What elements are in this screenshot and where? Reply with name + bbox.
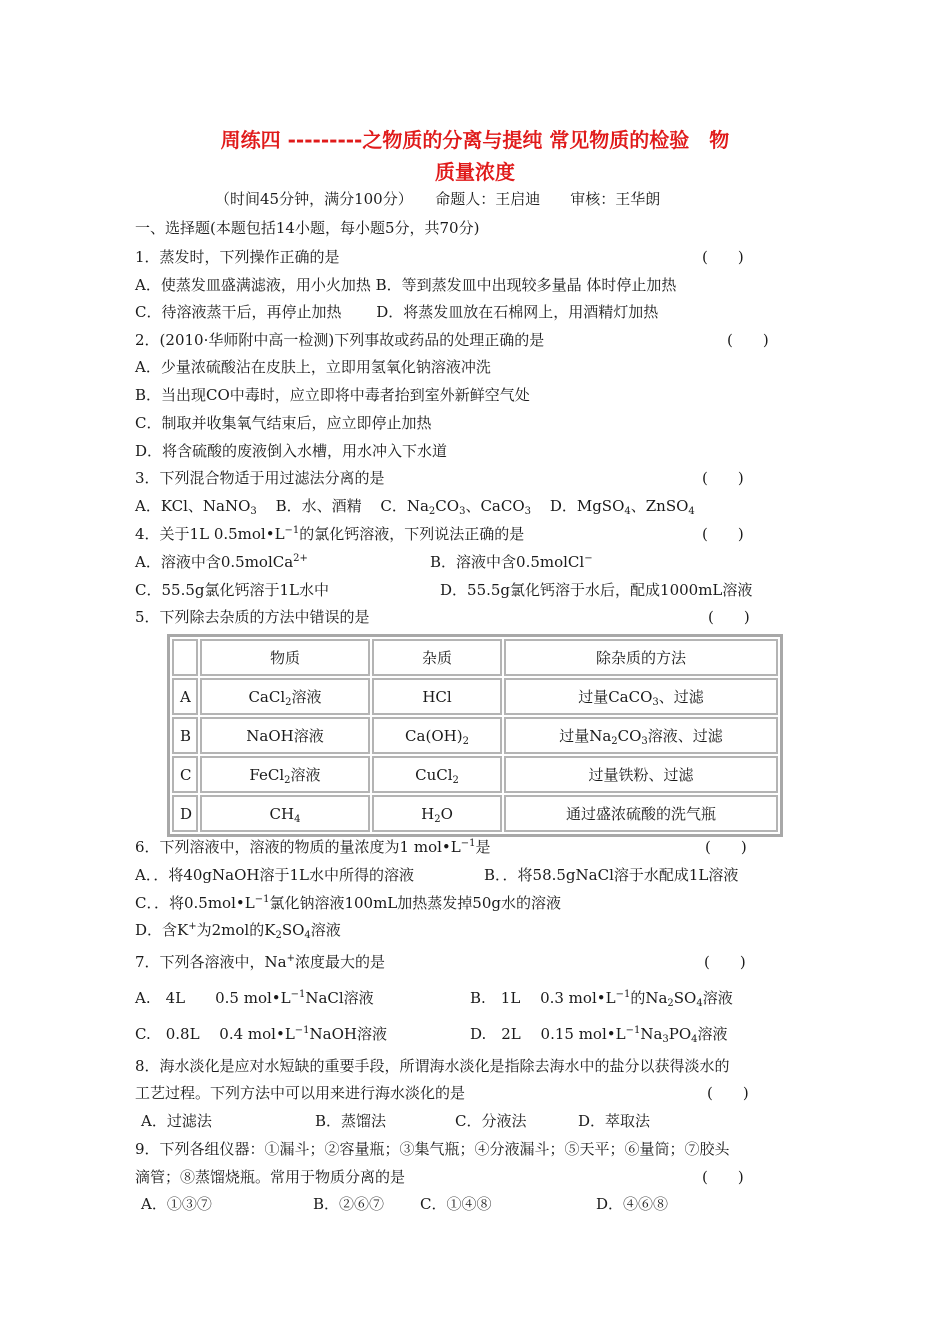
impurity: H (421, 804, 435, 823)
option-d-part: 溶液 (697, 1025, 728, 1043)
substance-cell (200, 756, 370, 793)
subscript: 2 (275, 930, 282, 941)
impurity-removal-table (167, 634, 783, 837)
option-b: B．水、酒精 (275, 497, 362, 515)
question-7-stem (135, 952, 385, 972)
method-tail: 、过滤 (658, 688, 704, 706)
impurity-cell (372, 756, 502, 793)
answer-paren: ( ) (707, 1084, 749, 1102)
substance: CaCl (248, 688, 286, 706)
question-2-stem: 2．(2010·华师附中高一检测)下列事故或药品的处理正确的是 (135, 331, 545, 349)
option-b: B. 1L 0.3 mol•L (470, 989, 616, 1007)
question-4-stem (135, 524, 524, 544)
question-1-stem: 1．蒸发时，下列操作正确的是 (135, 248, 340, 266)
superscript: + (286, 953, 296, 964)
method-cell (504, 678, 778, 715)
method: 过量CaCO (578, 688, 653, 706)
answer-paren: ( ) (708, 608, 750, 626)
answer-paren: ( ) (702, 248, 744, 266)
superscript: −1 (284, 525, 300, 536)
option-d-part: 溶液 (310, 921, 341, 939)
table-row (172, 756, 778, 793)
question-6-option-b: B．．将58.5gNaCl溶于水配成1L溶液 (484, 866, 739, 884)
superscript: −1 (254, 894, 270, 905)
method-part: CO (617, 727, 642, 745)
row-label: A (172, 678, 198, 715)
impurity-cell (372, 717, 502, 754)
subscript: 2 (667, 998, 674, 1009)
question-8-option-c: C．分液法 (455, 1112, 527, 1130)
option-c: C．Na (380, 497, 429, 515)
subscript: 4 (691, 1034, 698, 1045)
question-4-option-c: C．55.5g氯化钙溶于1L水中 (135, 581, 329, 599)
subscript: 3 (250, 506, 257, 517)
superscript: −1 (290, 989, 306, 1000)
option-a: A．KCl、NaNO (135, 497, 251, 515)
superscript: − (584, 553, 593, 564)
question-6-stem (135, 837, 490, 857)
option-a: A. 4L 0.5 mol•L (135, 989, 291, 1007)
question-3-stem: 3．下列混合物适于用过滤法分离的是 (135, 469, 385, 487)
subscript: 3 (652, 697, 659, 708)
superscript: −1 (625, 1025, 641, 1036)
option-b-part: 的Na (630, 989, 668, 1007)
substance-tail: 溶液 (291, 688, 322, 706)
method: 过量Na (559, 727, 612, 745)
question-1-options-ab: A．使蒸发皿盛满滤液，用小火加热 B．等到蒸发皿中出现较多量晶 体时停止加热 (135, 276, 677, 294)
question-4-option-d: D．55.5g氯化钙溶于水后，配成1000mL溶液 (440, 581, 753, 599)
subscript: 2 (285, 697, 292, 708)
table-header-cell (172, 639, 198, 676)
question-9-stem-line2: 滴管；⑧蒸馏烧瓶。常用于物质分离的是 (135, 1168, 406, 1186)
stem-part: 浓度最大的是 (295, 953, 386, 971)
table-row (172, 717, 778, 754)
stem-part: 4．关于1L 0.5mol•L (135, 525, 285, 543)
option-d-part: Na (640, 1025, 663, 1043)
question-1-options-cd: C．待溶液蒸干后，再停止加热 D．将蒸发皿放在石棉网上，用酒精灯加热 (135, 303, 659, 321)
subscript: 2 (462, 735, 469, 747)
question-9-option-b: B．②⑥⑦ (313, 1195, 385, 1213)
question-7-option-d (470, 1024, 728, 1044)
stem-part: 的氯化钙溶液，下列说法正确的是 (299, 525, 525, 543)
method-cell: 通过盛浓硫酸的洗气瓶 (504, 795, 778, 832)
subscript: 2 (284, 775, 291, 786)
option-c-part: NaOH溶液 (309, 1025, 387, 1043)
worksheet-title-line1: 周练四 ---------之物质的分离与提纯 常见物质的检验 物 (220, 128, 730, 152)
method-cell: 过量铁粉、过滤 (504, 756, 778, 793)
superscript: −1 (615, 989, 631, 1000)
impurity-tail: O (440, 804, 453, 823)
question-6-option-d (135, 920, 341, 940)
option-c-part: 氯化钠溶液100mL加热蒸发掉50g水的溶液 (269, 894, 561, 912)
option-d-part: PO (668, 1025, 692, 1043)
table-header-cell: 除杂质的方法 (504, 639, 778, 676)
stem-part: 是 (475, 838, 491, 856)
option-c-part: 、CaCO (465, 497, 525, 515)
option-c: C. 0.8L 0.4 mol•L (135, 1025, 295, 1043)
subscript: 2 (452, 774, 459, 786)
question-9-option-d: D．④⑥⑧ (596, 1195, 669, 1213)
answer-paren: ( ) (704, 953, 746, 971)
section-heading: 一、选择题(本题包括14小题，每小题5分，共70分) (135, 219, 480, 237)
question-7-option-b (470, 988, 733, 1008)
substance-cell (200, 795, 370, 832)
option-d-part: SO (281, 921, 305, 939)
option-b-part: SO (673, 989, 697, 1007)
subscript: 4 (688, 506, 695, 517)
option-a-part: NaCl溶液 (305, 989, 374, 1007)
answer-paren: ( ) (727, 331, 769, 349)
question-9-stem-line1: 9．下列各组仪器：①漏斗；②容量瓶；③集气瓶；④分液漏斗；⑤天平；⑥量筒；⑦胶头 (135, 1140, 730, 1158)
stem-part: 6．下列溶液中，溶液的物质的量浓度为1 mol•L (135, 838, 461, 856)
impurity: Ca(OH) (405, 726, 463, 745)
option-c: C．．将0.5mol•L (135, 894, 255, 912)
question-8-option-b: B．蒸馏法 (315, 1112, 387, 1130)
option-d: D．含K (135, 921, 189, 939)
subscript: 4 (624, 506, 631, 517)
stem-part: 7．下列各溶液中，Na (135, 953, 287, 971)
subscript: 4 (696, 998, 703, 1009)
question-8-stem-line1: 8．海水淡化是应对水短缺的重要手段，所谓海水淡化是指除去海水中的盐分以获得淡水的 (135, 1057, 730, 1075)
superscript: 2+ (293, 553, 308, 564)
superscript: −1 (460, 838, 476, 849)
question-7-option-a (135, 988, 374, 1008)
question-8-option-a: A．过滤法 (141, 1112, 212, 1130)
question-4-option-b (430, 552, 593, 572)
substance-tail: 溶液 (290, 766, 321, 784)
question-2-option-a: A．少量浓硫酸沾在皮肤上，立即用氢氧化钠溶液冲洗 (135, 358, 491, 376)
impurity-cell: HCl (372, 678, 502, 715)
table-row (172, 678, 778, 715)
table-header-cell: 杂质 (372, 639, 502, 676)
option-b: B．溶液中含0.5molCl (430, 553, 585, 571)
row-label: B (172, 717, 198, 754)
subscript: 2 (434, 813, 441, 825)
question-6-option-c (135, 893, 561, 913)
question-2-option-c: C．制取并收集氧气结束后，应立即停止加热 (135, 414, 432, 432)
answer-paren: ( ) (702, 525, 744, 543)
question-6-option-a: A．．将40gNaOH溶于1L水中所得的溶液 (135, 866, 414, 884)
substance-cell (200, 678, 370, 715)
question-9-option-c: C．①④⑧ (420, 1195, 492, 1213)
worksheet-title-line2: 质量浓度 (435, 160, 515, 184)
option-d: D．MgSO (549, 497, 625, 515)
substance-cell: NaOH溶液 (200, 717, 370, 754)
method-cell (504, 717, 778, 754)
exam-meta: （时间45分钟，满分100分） 命题人：王启迪 审核：王华朗 (215, 190, 661, 208)
option-a: A．溶液中含0.5molCa (135, 553, 294, 571)
table-header-row (172, 639, 778, 676)
substance: CH (269, 804, 295, 823)
table-row (172, 795, 778, 832)
superscript: + (188, 921, 197, 932)
question-8-stem-line2: 工艺过程。下列方法中可以用来进行海水淡化的是 (135, 1084, 466, 1102)
question-2-option-d: D．将含硫酸的废液倒入水槽，用水冲入下水道 (135, 442, 448, 460)
table-header-cell: 物质 (200, 639, 370, 676)
subscript: 3 (662, 1034, 669, 1045)
subscript: 3 (524, 506, 532, 517)
question-7-option-c (135, 1024, 387, 1044)
answer-paren: ( ) (702, 469, 744, 487)
subscript: 4 (294, 813, 301, 825)
option-d-part: 为2mol的K (196, 921, 276, 939)
subscript: 4 (304, 930, 311, 941)
row-label: C (172, 756, 198, 793)
answer-paren: ( ) (702, 1168, 744, 1186)
impurity-cell (372, 795, 502, 832)
subscript: 2 (428, 506, 436, 517)
substance: FeCl (249, 766, 285, 784)
impurity: CuCl (415, 765, 453, 784)
question-2-option-b: B．当出现CO中毒时，应立即将中毒者抬到室外新鲜空气处 (135, 386, 530, 404)
row-label: D (172, 795, 198, 832)
answer-paren: ( ) (705, 838, 747, 856)
question-8-option-d: D．萃取法 (578, 1112, 651, 1130)
option-d: D. 2L 0.15 mol•L (470, 1025, 626, 1043)
question-3-options (135, 496, 695, 516)
question-4-option-a (135, 552, 308, 572)
option-c-part: CO (435, 497, 460, 515)
subscript: 3 (641, 736, 648, 747)
subscript: 2 (611, 736, 618, 747)
subscript: 3 (459, 506, 466, 517)
question-5-stem: 5．下列除去杂质的方法中错误的是 (135, 608, 370, 626)
superscript: −1 (294, 1025, 310, 1036)
option-d-part: 、ZnSO (630, 497, 689, 515)
question-9-option-a: A．①③⑦ (141, 1195, 212, 1213)
method-tail: 溶液、过滤 (647, 727, 723, 745)
option-b-part: 溶液 (702, 989, 733, 1007)
